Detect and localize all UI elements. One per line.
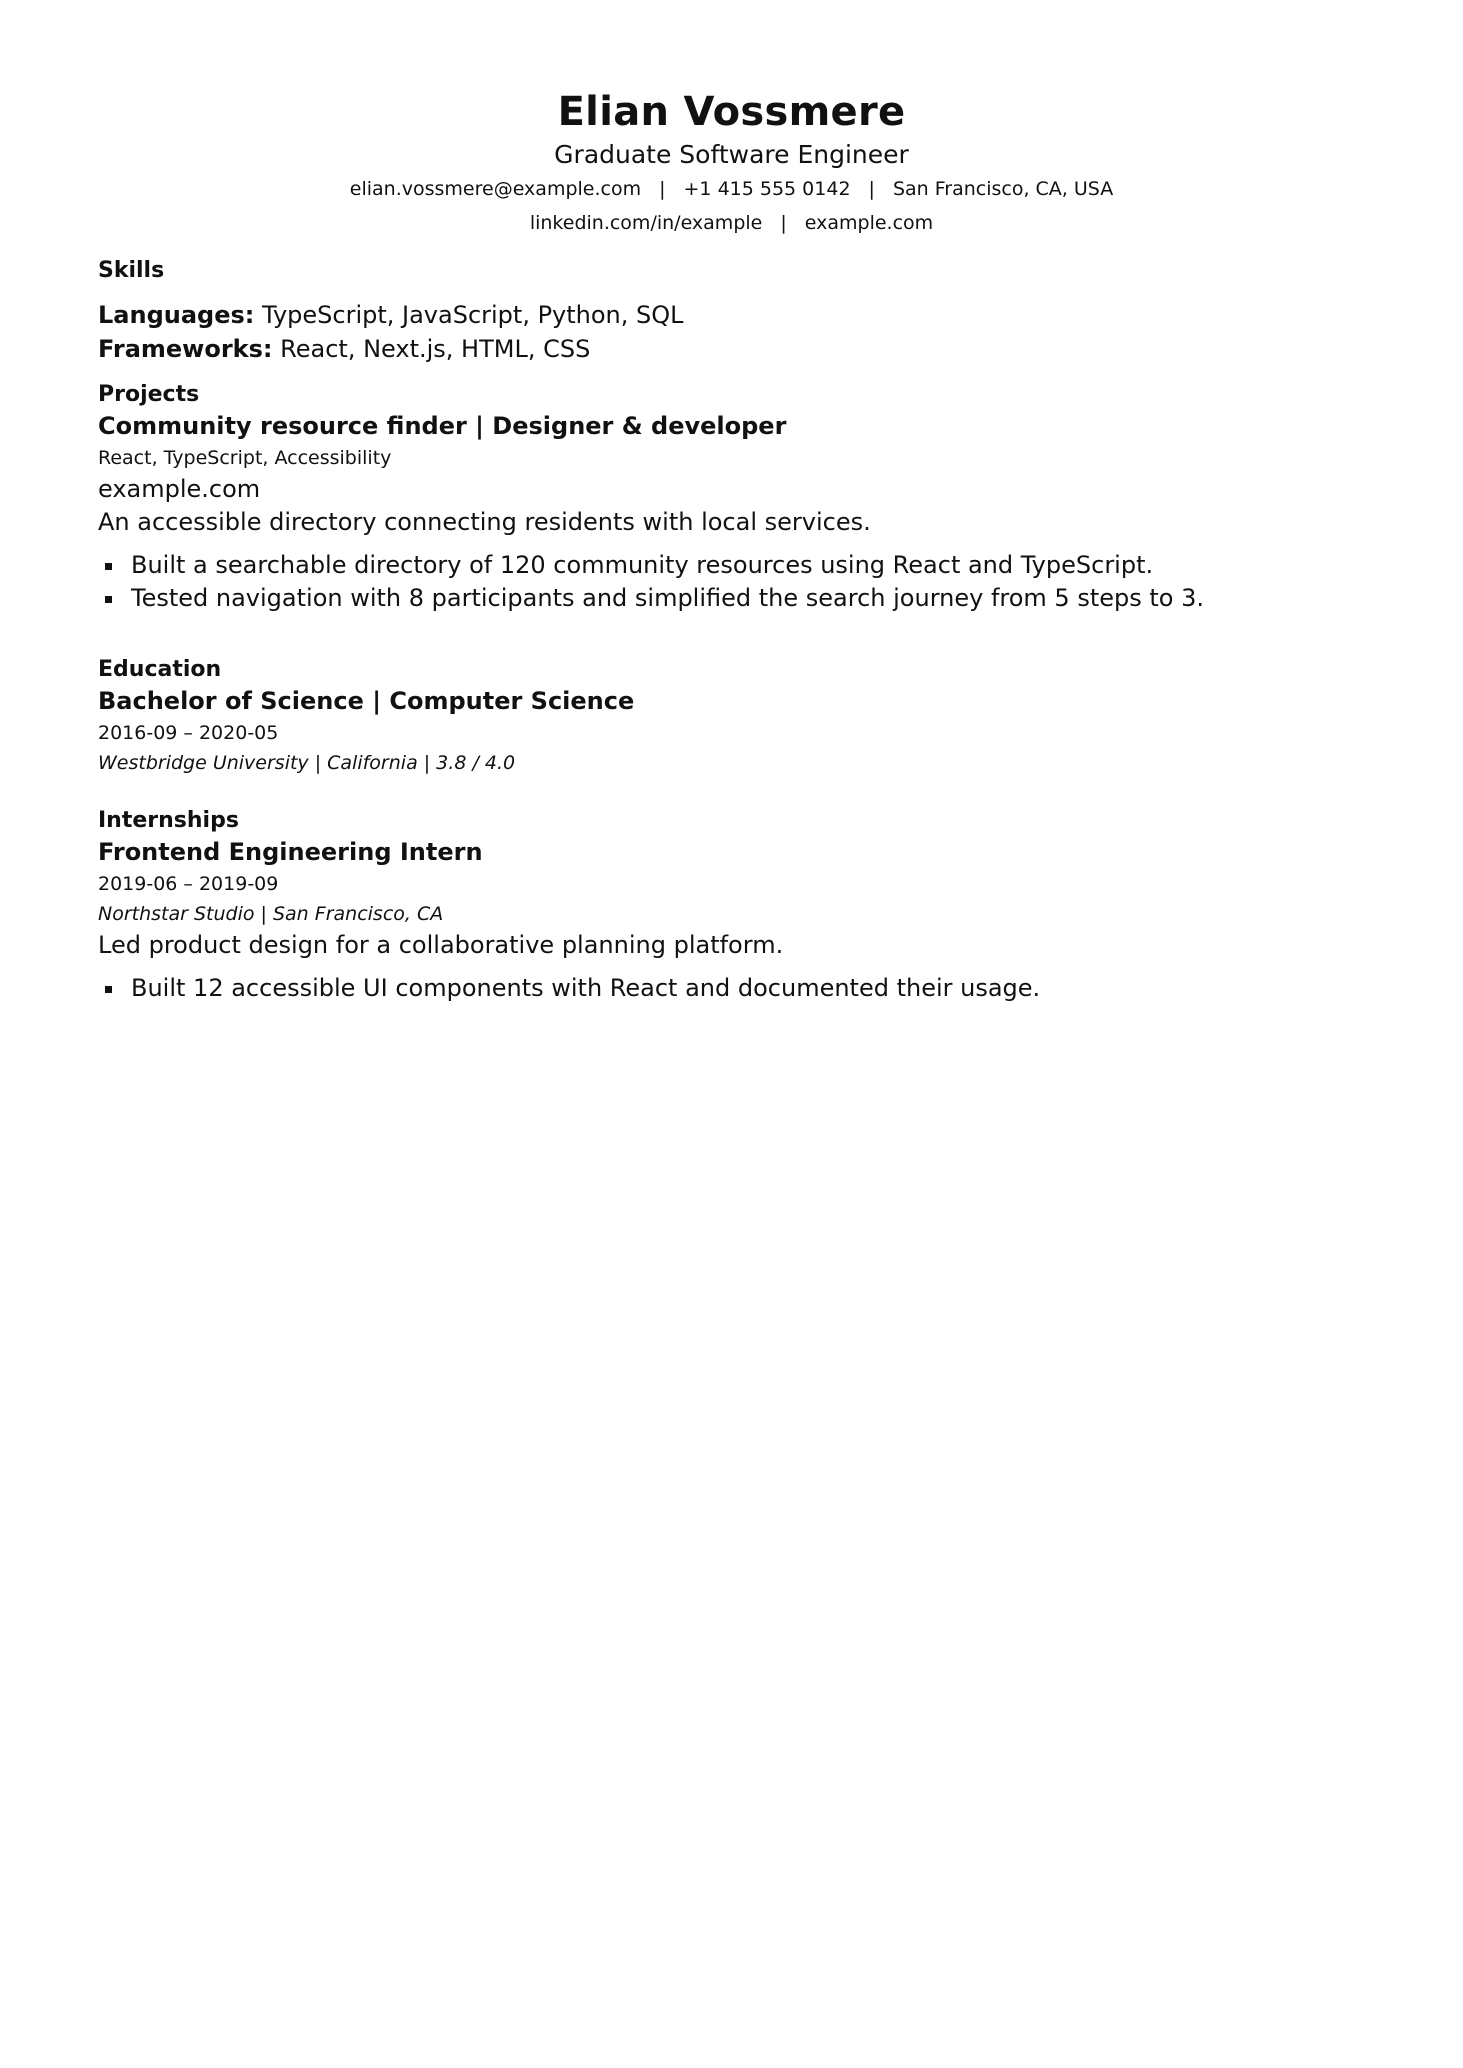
contact-email[interactable]: elian.vossmere@example.com xyxy=(349,178,642,200)
projects-section xyxy=(98,380,1365,615)
list-item: Built a searchable directory of 120 community resources using React and TypeScript. xyxy=(98,549,1365,582)
internship-details: Northstar Studio | San Francisco, CA xyxy=(98,903,444,925)
education-title: Bachelor of Science | Computer Science xyxy=(98,687,635,715)
education-dates: 2016-09 – 2020-05 xyxy=(98,722,279,744)
skill-label: Languages: xyxy=(98,301,255,329)
project-link[interactable]: example.com xyxy=(98,475,261,503)
project-entry xyxy=(98,410,1365,615)
project-title: Community resource finder | Designer & developer xyxy=(98,412,787,440)
skills-section xyxy=(98,256,1365,366)
internship-bullets xyxy=(98,972,1365,1005)
education-section xyxy=(98,655,1365,778)
education-details: Westbridge University | California | 3.8 / 4.0 xyxy=(98,752,516,774)
internship-title: Frontend Engineering Intern xyxy=(98,838,483,866)
skill-label: Frameworks: xyxy=(98,335,273,363)
resume-header xyxy=(98,86,1365,240)
contact-line-2 xyxy=(98,206,1365,240)
projects-heading: Projects xyxy=(98,382,200,407)
internship-summary: Led product design for a collaborative planning platform. xyxy=(98,931,784,959)
contact-phone[interactable]: +1 415 555 0142 xyxy=(683,178,851,200)
skills-list xyxy=(98,298,1365,366)
project-summary: An accessible directory connecting residents with local services. xyxy=(98,508,871,536)
contact-linkedin[interactable]: linkedin.com/in/example xyxy=(529,212,763,234)
contact-separator: | xyxy=(659,178,666,200)
list-item: Built 12 accessible UI components with React and documented their usage. xyxy=(98,972,1365,1005)
candidate-name: Elian Vossmere xyxy=(557,89,906,135)
project-bullets xyxy=(98,549,1365,615)
internship-dates: 2019-06 – 2019-09 xyxy=(98,873,279,895)
contact-website[interactable]: example.com xyxy=(804,212,934,234)
skill-value: TypeScript, JavaScript, Python, SQL xyxy=(262,301,684,329)
skill-line-frameworks xyxy=(98,332,1365,366)
candidate-title: Graduate Software Engineer xyxy=(554,140,909,169)
internships-section xyxy=(98,806,1365,1005)
skills-heading: Skills xyxy=(98,258,165,283)
skill-value: React, Next.js, HTML, CSS xyxy=(280,335,591,363)
education-entry xyxy=(98,685,1365,778)
skill-line-languages xyxy=(98,298,1365,332)
project-tech: React, TypeScript, Accessibility xyxy=(98,447,392,469)
internship-entry xyxy=(98,836,1365,1005)
contact-separator: | xyxy=(780,212,787,234)
contact-line-1 xyxy=(98,172,1365,206)
education-heading: Education xyxy=(98,657,222,682)
contact-separator: | xyxy=(868,178,875,200)
internships-heading: Internships xyxy=(98,808,239,833)
list-item: Tested navigation with 8 participants and simplified the search journey from 5 steps to 3. xyxy=(98,582,1365,615)
contact-location: San Francisco, CA, USA xyxy=(892,178,1114,200)
